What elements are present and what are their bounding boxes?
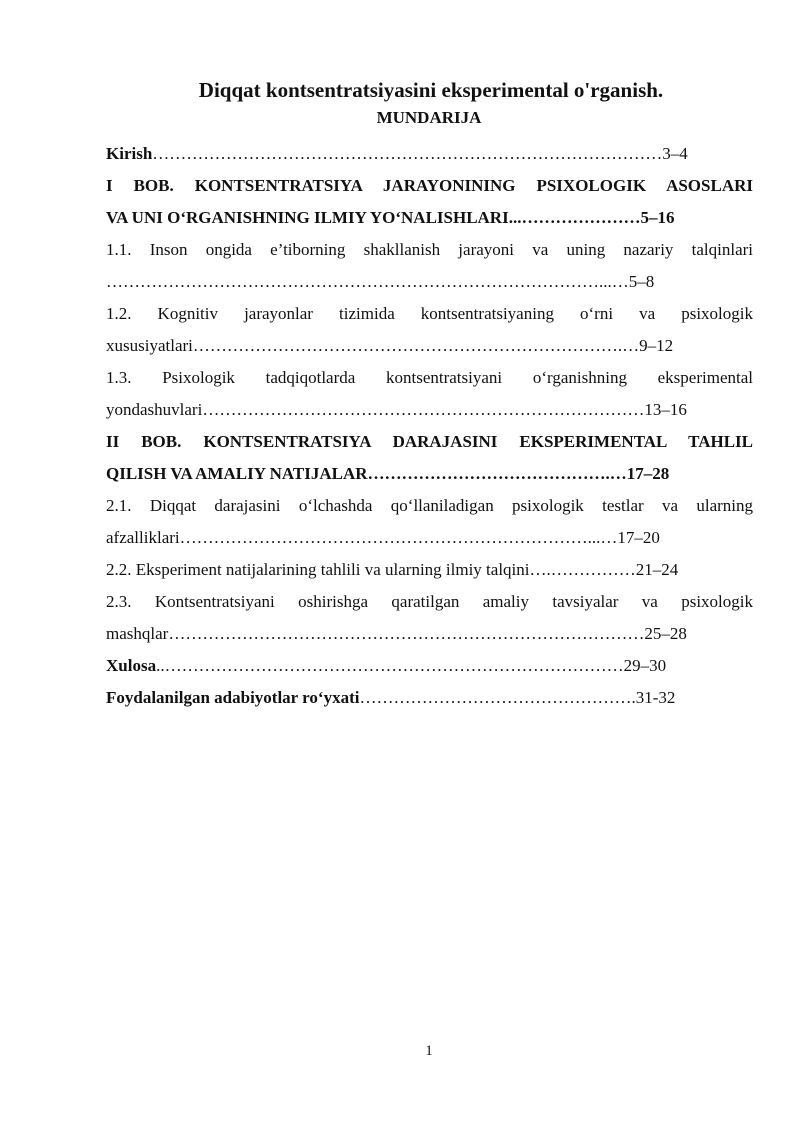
toc-entry bbox=[106, 586, 753, 650]
toc-line bbox=[106, 202, 753, 234]
toc-bold-text: I BOB. KONTSENTRATSIYA JARAYONINING PSIXOLOGIK ASOSLARI bbox=[106, 176, 753, 195]
toc-line bbox=[106, 554, 753, 586]
toc-entry bbox=[106, 650, 753, 682]
toc-text: 2.1. Diqqat darajasini o‘lchashda qo‘llaniladigan psixologik testlar va ularning bbox=[106, 496, 753, 515]
toc-line bbox=[106, 234, 753, 266]
toc-line bbox=[106, 362, 753, 394]
toc-line bbox=[106, 330, 753, 362]
toc-line bbox=[106, 618, 753, 650]
contents-heading: MUNDARIJA bbox=[376, 108, 482, 127]
toc-text: 2.2. Eksperiment natijalarining tahlili va ularning ilmiy talqini….……………21–24 bbox=[106, 560, 679, 579]
toc-line bbox=[106, 650, 753, 682]
toc-text: ……………………………………………………………………………...…5–8 bbox=[106, 272, 655, 291]
toc-line bbox=[106, 586, 753, 618]
toc-bold-text: QILISH VA AMALIY NATIJALAR…………………………………….…17–28 bbox=[106, 464, 670, 483]
toc-text: 1.1. Inson ongida e’tiborning shakllanish jarayoni va uning nazariy talqinlari bbox=[106, 240, 753, 259]
toc-entry bbox=[106, 490, 753, 554]
page-number: 1 bbox=[425, 1043, 433, 1059]
toc-line bbox=[106, 298, 753, 330]
toc-text: yondashuvlari……………………………………………………………………13–16 bbox=[106, 400, 687, 419]
toc-entry bbox=[106, 234, 753, 298]
toc-entry bbox=[106, 426, 753, 490]
toc-bold-text: II BOB. KONTSENTRATSIYA DARAJASINI EKSPERIMENTAL TAHLIL bbox=[106, 432, 753, 451]
toc-entry bbox=[106, 362, 753, 426]
toc-bold-text: Foydalanilgan adabiyotlar ro‘yxati bbox=[106, 688, 360, 707]
toc-text: afzalliklari………………………………………………………………...…17–20 bbox=[106, 528, 660, 547]
toc-text: 2.3. Kontsentratsiyani oshirishga qaratilgan amaliy tavsiyalar va psixologik bbox=[106, 592, 753, 611]
toc-bold-text: Kirish bbox=[106, 144, 153, 163]
toc-line bbox=[106, 458, 753, 490]
toc-line bbox=[106, 138, 753, 170]
toc-line bbox=[106, 426, 753, 458]
toc-bold-text: VA UNI O‘RGANISHNING ILMIY YO‘NALISHLARI...…………………5–16 bbox=[106, 208, 675, 227]
toc-line bbox=[106, 266, 753, 298]
toc-line bbox=[106, 394, 753, 426]
toc-text: ..………………………………………………………………………29–30 bbox=[156, 656, 667, 675]
toc-text: 1.2. Kognitiv jarayonlar tizimida kontsentratsiyaning o‘rni va psixologik bbox=[106, 304, 753, 323]
toc-line bbox=[106, 682, 753, 714]
toc-entry bbox=[106, 138, 753, 170]
toc-text: ………………………………………….31-32 bbox=[359, 688, 676, 707]
toc-text: 1.3. Psixologik tadqiqotlarda kontsentratsiyani o‘rganishning eksperimental bbox=[106, 368, 753, 387]
toc-entry bbox=[106, 298, 753, 362]
toc-bold-text: Xulosa bbox=[106, 656, 157, 675]
table-of-contents bbox=[106, 138, 753, 714]
toc-text: mashqlar…………………………………………………………………………25–28 bbox=[106, 624, 687, 643]
toc-entry bbox=[106, 554, 753, 586]
toc-entry bbox=[106, 170, 753, 234]
toc-entry bbox=[106, 682, 753, 714]
toc-line bbox=[106, 170, 753, 202]
toc-line bbox=[106, 522, 753, 554]
page-title: Diqqat kontsentratsiyasini eksperimental o'rganish. bbox=[198, 78, 664, 102]
toc-text: xususiyatlari………………………………………………………………….…9–12 bbox=[106, 336, 674, 355]
toc-text: ………………………………………………………………………………3–4 bbox=[152, 144, 688, 163]
toc-line bbox=[106, 490, 753, 522]
